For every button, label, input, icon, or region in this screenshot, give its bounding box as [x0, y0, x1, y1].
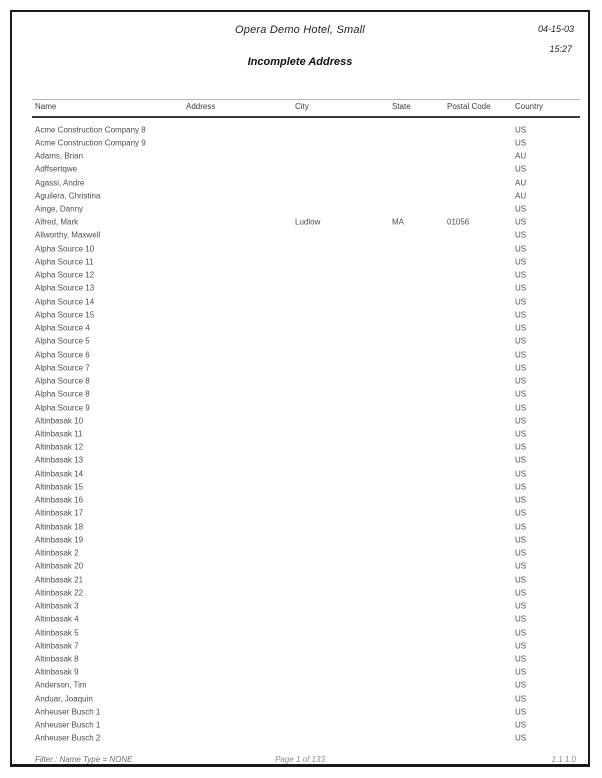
table-row [12, 573, 588, 586]
header-bottom-rule [32, 116, 580, 118]
table-row [12, 480, 588, 493]
table-row [12, 295, 588, 308]
table-row [12, 269, 588, 282]
cell-name: Altinbasak 13 [35, 455, 84, 465]
cell-country: US [515, 455, 527, 465]
cell-name: Alpha Source 7 [35, 363, 90, 373]
report-date: 04-15-03 [537, 24, 574, 34]
cell-country: US [515, 482, 527, 492]
table-row [12, 560, 588, 573]
table-row [12, 136, 588, 149]
cell-name: Altinbasak 3 [35, 601, 79, 611]
cell-country: US [515, 588, 527, 598]
cell-name: Agassi, Andre [35, 178, 85, 188]
cell-name: Alpha Source 15 [35, 310, 95, 320]
cell-country: US [515, 350, 527, 360]
header-top-rule [32, 99, 580, 100]
table-body [12, 123, 588, 745]
cell-name: Alpha Source 8 [35, 389, 90, 399]
cell-name: Aguilera, Christina [35, 191, 101, 201]
table-row [12, 467, 588, 480]
cell-city: Ludlow [295, 217, 321, 227]
cell-name: Altinbasak 16 [35, 495, 84, 505]
cell-name: Anduar, Joaquin [35, 694, 93, 704]
cell-country: US [515, 654, 527, 664]
report-time: 15:27 [549, 44, 572, 54]
table-row [12, 163, 588, 176]
table-row [12, 626, 588, 639]
cell-country: US [515, 204, 527, 214]
table-row [12, 216, 588, 229]
table-row [12, 176, 588, 189]
table-row [12, 427, 588, 440]
cell-name: Altinbasak 19 [35, 535, 84, 545]
table-row [12, 255, 588, 268]
cell-country: US [515, 323, 527, 333]
cell-country: US [515, 217, 527, 227]
cell-name: Altinbasak 7 [35, 641, 79, 651]
column-header-postal-code: Postal Code [447, 102, 491, 111]
table-row [12, 401, 588, 414]
cell-postal: 01056 [447, 217, 470, 227]
cell-name: Altinbasak 9 [35, 667, 79, 677]
cell-country: US [515, 310, 527, 320]
cell-country: US [515, 707, 527, 717]
cell-country: US [515, 270, 527, 280]
column-header-city: City [295, 102, 309, 111]
cell-name: Altinbasak 22 [35, 588, 84, 598]
cell-name: Alpha Source 14 [35, 297, 95, 307]
column-header-country: Country [515, 102, 544, 111]
table-row [12, 520, 588, 533]
cell-name: Anheuser Busch 1 [35, 720, 101, 730]
report-page [10, 10, 590, 767]
table-row [12, 719, 588, 732]
table-row [12, 441, 588, 454]
cell-country: US [515, 628, 527, 638]
cell-country: US [515, 416, 527, 426]
table-row [12, 242, 588, 255]
table-row [12, 639, 588, 652]
cell-name: Alpha Source 9 [35, 403, 90, 413]
cell-country: US [515, 442, 527, 452]
footer-filter: Filter : Name Type = NONE [35, 755, 133, 764]
cell-name: Alpha Source 11 [35, 257, 94, 267]
cell-country: US [515, 125, 527, 135]
cell-country: AU [515, 151, 527, 161]
cell-country: US [515, 138, 527, 148]
cell-name: Alpha Source 6 [35, 350, 90, 360]
table-row [12, 374, 588, 387]
cell-country: US [515, 283, 527, 293]
table-row [12, 229, 588, 242]
table-row [12, 202, 588, 215]
footer-right-text: 1.1 1.0 [551, 755, 576, 764]
table-row [12, 335, 588, 348]
cell-country: US [515, 297, 527, 307]
cell-name: Alpha Source 8 [35, 376, 90, 386]
cell-country: AU [515, 178, 527, 188]
table-row [12, 149, 588, 162]
table-row [12, 732, 588, 745]
cell-country: US [515, 469, 527, 479]
cell-name: Alpha Source 12 [35, 270, 95, 280]
cell-country: US [515, 522, 527, 532]
cell-country: US [515, 495, 527, 505]
cell-name: Altinbasak 15 [35, 482, 84, 492]
table-row [12, 123, 588, 136]
table-row [12, 599, 588, 612]
table-row [12, 494, 588, 507]
cell-country: US [515, 667, 527, 677]
hotel-name: Opera Demo Hotel, Small [235, 24, 365, 36]
cell-country: US [515, 336, 527, 346]
footer-page-info: Page 1 of 133 [275, 755, 325, 764]
report-title: Incomplete Address [247, 56, 353, 68]
cell-name: Anheuser Busch 2 [35, 733, 101, 743]
cell-country: US [515, 244, 527, 254]
cell-country: US [515, 535, 527, 545]
column-header-name: Name [35, 102, 57, 111]
cell-country: US [515, 376, 527, 386]
table-row [12, 454, 588, 467]
cell-country: US [515, 680, 527, 690]
cell-country: US [515, 720, 527, 730]
table-row [12, 666, 588, 679]
cell-name: Altinbasak 8 [35, 654, 79, 664]
column-header-state: State [392, 102, 411, 111]
cell-country: AU [515, 191, 527, 201]
table-row [12, 189, 588, 202]
table-row [12, 586, 588, 599]
table-row [12, 282, 588, 295]
column-header-address: Address [186, 102, 216, 111]
table-row [12, 308, 588, 321]
table-row [12, 547, 588, 560]
cell-name: Ainge, Danny [35, 204, 84, 214]
cell-name: Altinbasak 12 [35, 442, 84, 452]
cell-name: Alpha Source 13 [35, 283, 95, 293]
table-row [12, 388, 588, 401]
cell-name: Acme Construction Company 8 [35, 125, 146, 135]
cell-country: US [515, 363, 527, 373]
table-row [12, 705, 588, 718]
table-header-row [12, 102, 588, 114]
cell-country: US [515, 164, 527, 174]
table-row [12, 322, 588, 335]
cell-country: US [515, 614, 527, 624]
table-row [12, 361, 588, 374]
cell-name: Altinbasak 5 [35, 628, 79, 638]
table-row [12, 533, 588, 546]
cell-country: US [515, 230, 527, 240]
cell-country: US [515, 403, 527, 413]
table-row [12, 507, 588, 520]
cell-country: US [515, 601, 527, 611]
table-row [12, 692, 588, 705]
table-row [12, 679, 588, 692]
cell-name: Allworthy, Maxwell [35, 230, 101, 240]
cell-name: Alpha Source 4 [35, 323, 90, 333]
cell-name: Altinbasak 20 [35, 561, 84, 571]
cell-name: Acme Construction Company 9 [35, 138, 146, 148]
table-row [12, 414, 588, 427]
cell-country: US [515, 561, 527, 571]
cell-country: US [515, 257, 527, 267]
cell-country: US [515, 575, 527, 585]
cell-country: US [515, 508, 527, 518]
table-row [12, 348, 588, 361]
cell-name: Altinbasak 18 [35, 522, 84, 532]
cell-country: US [515, 641, 527, 651]
table-row [12, 652, 588, 665]
cell-country: US [515, 548, 527, 558]
cell-name: Altinbasak 10 [35, 416, 84, 426]
cell-country: US [515, 694, 527, 704]
report-footer [12, 755, 588, 767]
cell-name: Altinbasak 17 [35, 508, 84, 518]
cell-name: Altinbasak 14 [35, 469, 84, 479]
cell-country: US [515, 429, 527, 439]
cell-name: Altinbasak 2 [35, 548, 79, 558]
cell-name: Adams, Brian [35, 151, 84, 161]
cell-name: Adffsertqwe [35, 164, 78, 174]
cell-name: Altinbasak 11 [35, 429, 83, 439]
cell-state: MA [392, 217, 404, 227]
cell-name: Anderson, Tim [35, 680, 87, 690]
cell-name: Anheuser Busch 1 [35, 707, 101, 717]
cell-name: Altinbasak 4 [35, 614, 79, 624]
cell-name: Alpha Source 5 [35, 336, 90, 346]
table-row [12, 613, 588, 626]
cell-name: Alfred, Mark [35, 217, 79, 227]
cell-country: US [515, 389, 527, 399]
cell-name: Alpha Source 10 [35, 244, 95, 254]
cell-country: US [515, 733, 527, 743]
cell-name: Altinbasak 21 [35, 575, 84, 585]
